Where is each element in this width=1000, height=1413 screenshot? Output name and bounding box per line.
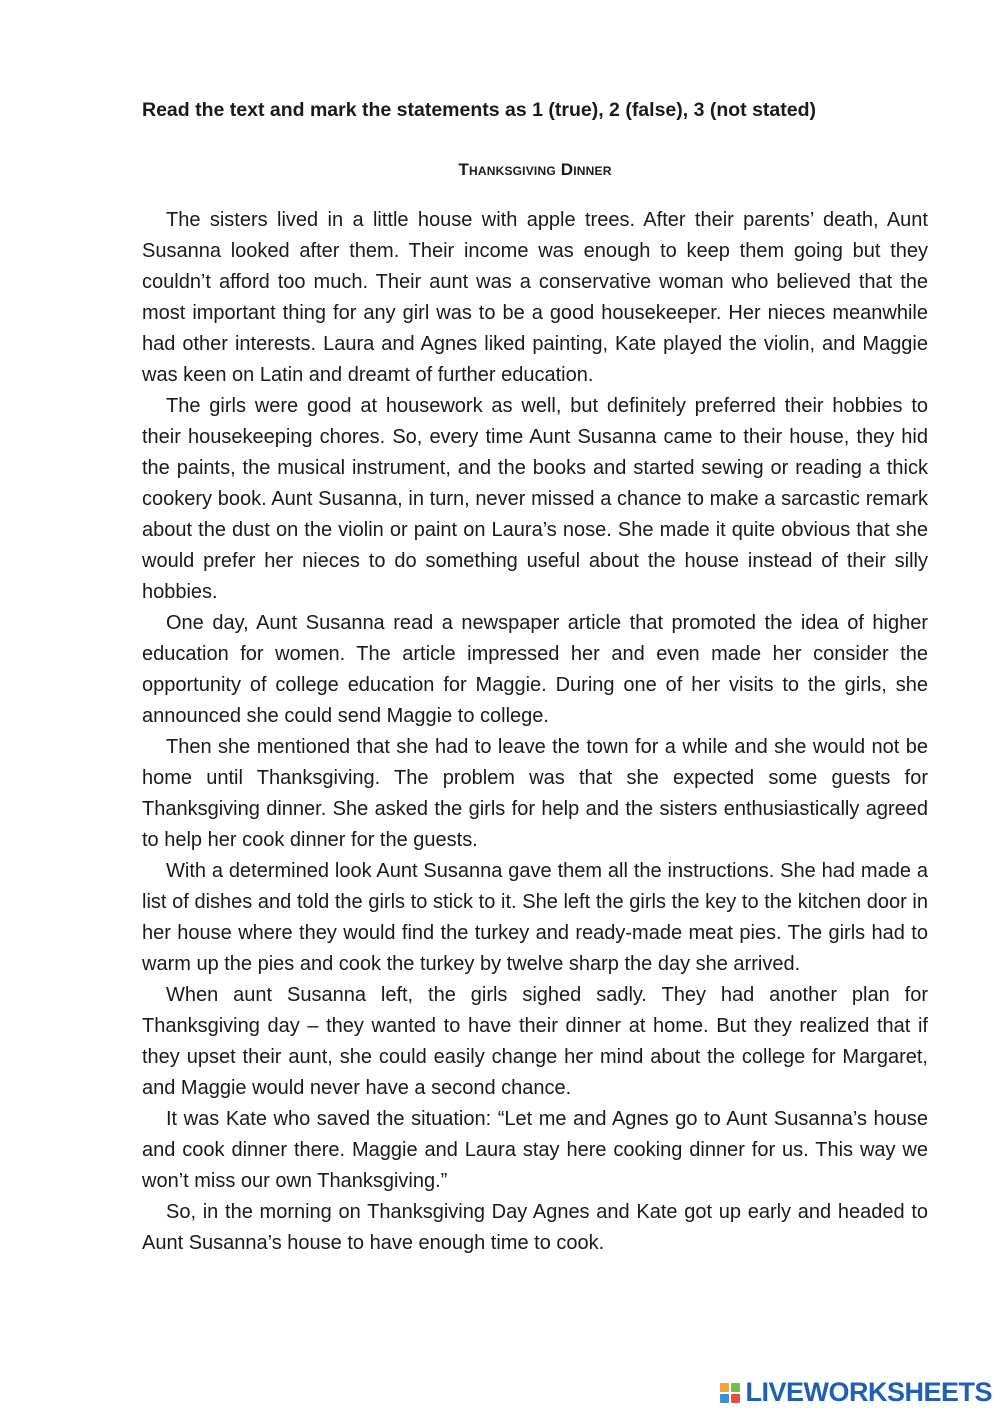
task-instruction: Read the text and mark the statements as 1 (true), 2 (false), 3 (not stated)	[142, 99, 817, 121]
story-paragraph: Then she mentioned that she had to leave the town for a while and she would not be home until Thanksgiving. The problem was that she expected some guests for Thanksgiving dinner. She asked the girls for help and the sisters enthusiastically agreed to help her cook dinner for the guests.	[142, 736, 928, 851]
watermark-text: LIVEWORKSHEETS	[745, 1377, 992, 1407]
logo-tile	[720, 1383, 729, 1392]
story-paragraph: When aunt Susanna left, the girls sighed sadly. They had another plan for Thanksgiving day – they wanted to have their dinner at home. But they realized that if they upset their aunt, she could easily change her mind about the college for Margaret, and Maggie would never have a second chance.	[142, 984, 928, 1099]
story-paragraph: With a determined look Aunt Susanna gave them all the instructions. She had made a list of dishes and told the girls to stick to it. She left the girls the key to the kitchen door in her house where they would find the turkey and ready-made meat pies. The girls had to warm up the pies and cook the turkey by twelve sharp the day she arrived.	[142, 860, 928, 975]
logo-tile	[720, 1394, 729, 1403]
story-title: Thanksgiving Dinner	[458, 160, 612, 179]
logo-tile	[731, 1394, 740, 1403]
logo-tile	[731, 1383, 740, 1392]
story-paragraph: The girls were good at housework as well, but definitely preferred their hobbies to their housekeeping chores. So, every time Aunt Susanna came to their house, they hid the paints, the musical instrument, and the books and started sewing or reading a thick cookery book. Aunt Susanna, in turn, never missed a chance to make a sarcastic remark about the dust on the violin or paint on Laura’s nose. She made it quite obvious that she would prefer her nieces to do something useful about the house instead of their silly hobbies.	[142, 395, 928, 603]
liveworksheets-logo-icon	[720, 1383, 740, 1403]
story-paragraph: It was Kate who saved the situation: “Let me and Agnes go to Aunt Susanna’s house and cook dinner there. Maggie and Laura stay here cooking dinner for us. This way we won’t miss our own Thanksgiving.”	[142, 1108, 928, 1192]
story-text	[142, 205, 928, 1259]
story-paragraph: The sisters lived in a little house with apple trees. After their parents’ death, Aunt Susanna looked after them. Their income was enough to keep them going but they couldn’t afford too much. Their aunt was a conservative woman who believed that the most important thing for any girl was to be a good housekeeper. Her nieces meanwhile had other interests. Laura and Agnes liked painting, Kate played the violin, and Maggie was keen on Latin and dreamt of further education.	[142, 209, 928, 386]
liveworksheets-watermark	[720, 1377, 992, 1408]
worksheet-page	[142, 92, 928, 1259]
story-paragraph: So, in the morning on Thanksgiving Day Agnes and Kate got up early and headed to Aunt Susanna’s house to have enough time to cook.	[142, 1201, 928, 1254]
story-paragraph: One day, Aunt Susanna read a newspaper article that promoted the idea of higher education for women. The article impressed her and even made her consider the opportunity of college education for Maggie. During one of her visits to the girls, she announced she could send Maggie to college.	[142, 612, 928, 727]
